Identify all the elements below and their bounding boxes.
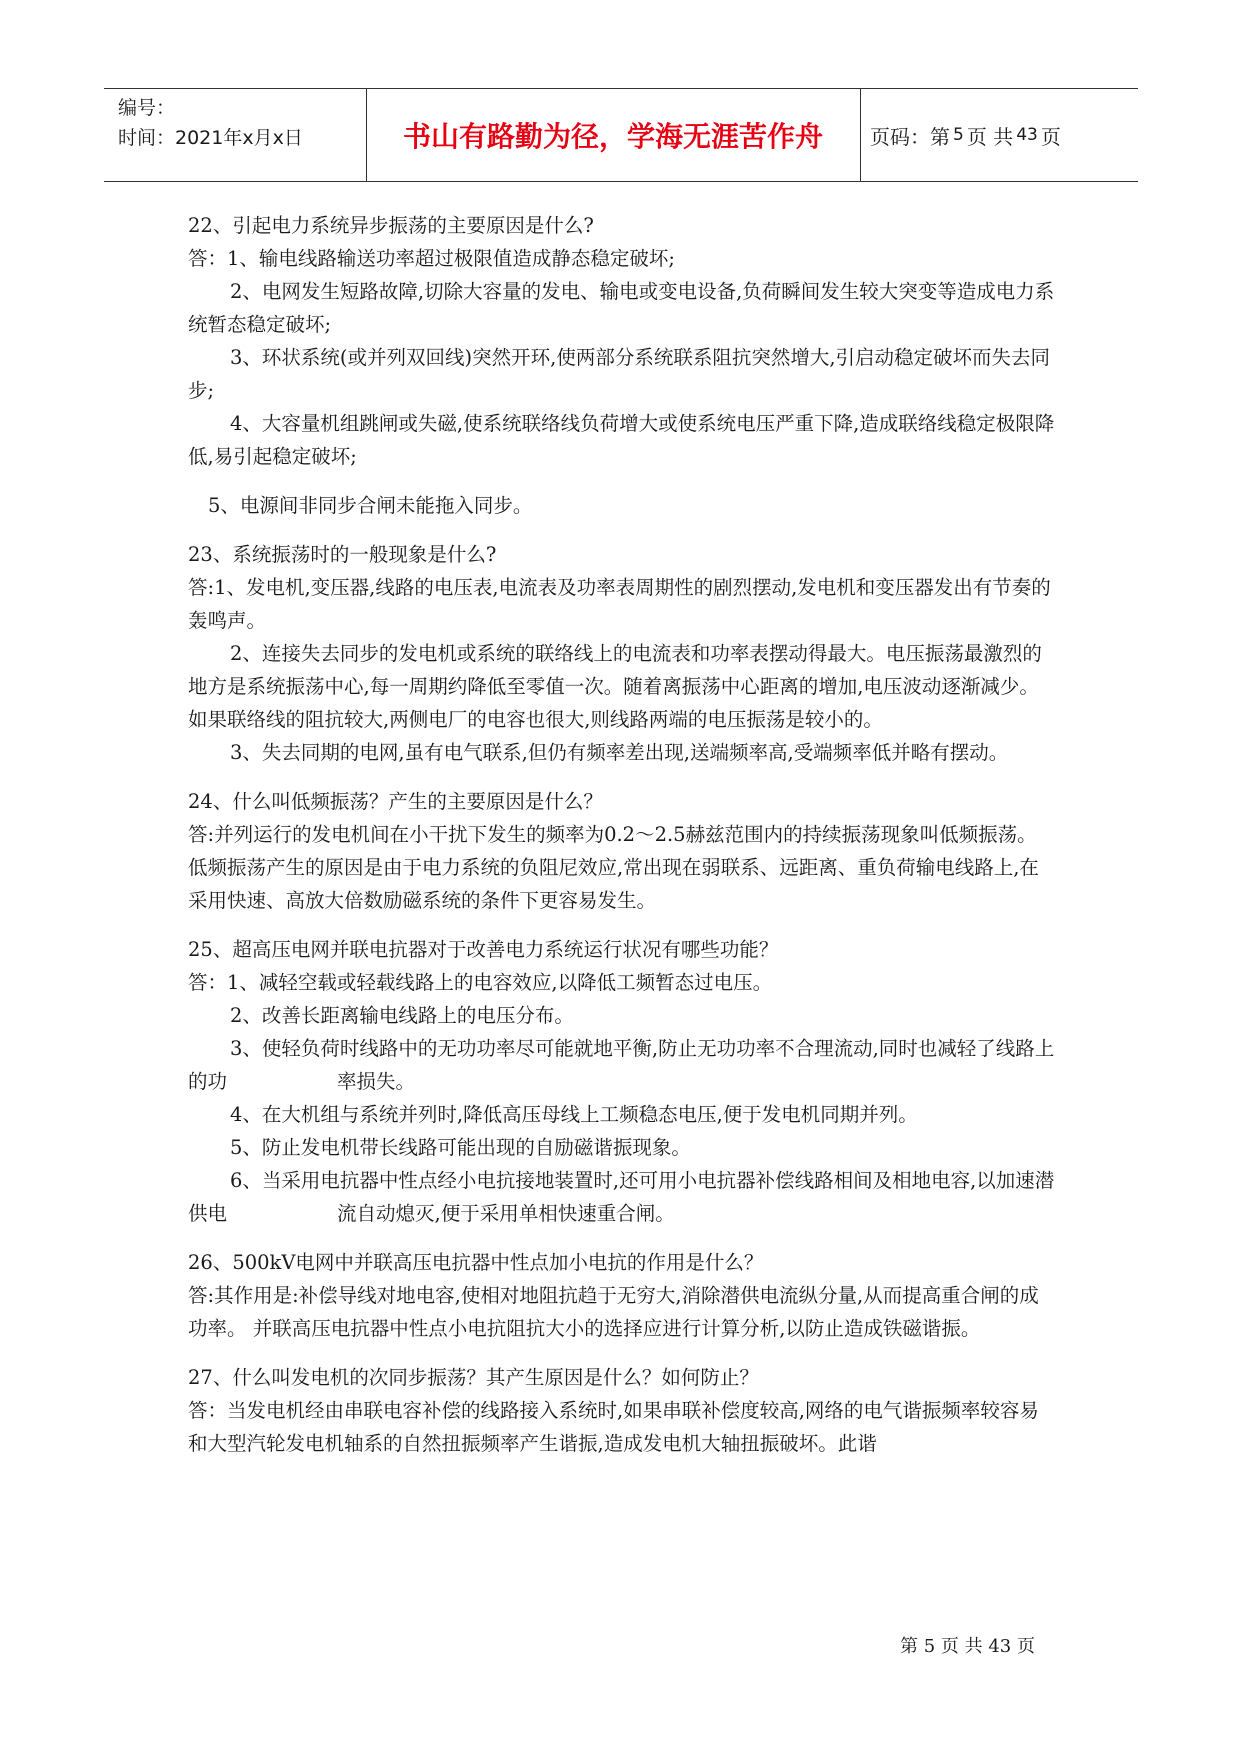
- question-23: 23、系统振荡时的一般现象是什么?: [188, 543, 497, 566]
- header-motto: 书山有路勤为径，学海无涯苦作舟: [402, 120, 823, 153]
- answer-line: 2、连接失去同步的发电机或系统的联络线上的电流表和功率表摆动得最大。电压振荡最激烈的地方是系统振荡中心,每一周期约降低至零值一次。随着离振荡中心距离的增加,电压波动逐渐减少。如果联络线的阻抗较大,两侧电厂的电容也很大,则线路两端的电压振荡是较小的。: [188, 642, 1042, 731]
- answer-line: 低频振荡产生的原因是由于电力系统的负阻尼效应,常出现在弱联系、远距离、重负荷输电线路上,在采用快速、高放大倍数励磁系统的条件下更容易发生。: [188, 856, 1039, 912]
- page-footer: 第 5 页 共 43 页: [900, 1636, 1035, 1657]
- spacer: [188, 522, 1058, 538]
- page-suffix: 页: [1040, 124, 1061, 149]
- page-total: 43: [1016, 125, 1038, 145]
- document-body: [188, 209, 1058, 1460]
- spacer: [188, 1345, 1058, 1361]
- document-header: [104, 88, 1138, 182]
- answer-line: 4、大容量机组跳闸或失磁,使系统联络线负荷增大或使系统电压严重下降,造成联络线稳定极限降低,易引起稳定破坏;: [188, 412, 1055, 468]
- question-26: 26、500kV电网中并联高压电抗器中性点加小电抗的作用是什么？: [188, 1251, 764, 1274]
- answer-line: 答:并列运行的发电机间在小干扰下发生的频率为0.2～2.5赫兹范围内的持续振荡现象叫低频振荡。: [188, 823, 1037, 846]
- answer-line: 3、环状系统(或并列双回线)突然开环,使两部分系统联系阻抗突然增大,引启动稳定破坏而失去同步;: [188, 346, 1051, 402]
- answer-line: 5、电源间非同步合闸未能拖入同步。: [208, 494, 533, 517]
- answer-line: 4、在大机组与系统并列时,降低高压母线上工频稳态电压,便于发电机同期并列。: [230, 1103, 918, 1126]
- time-label: 时间：2021年x月x日: [118, 127, 303, 149]
- answer-line: 2、电网发生短路故障,切除大容量的发电、输电或变电设备,负荷瞬间发生较大突变等造成电力系统暂态稳定破坏;: [188, 280, 1055, 336]
- question-25: 25、超高压电网并联电抗器对于改善电力系统运行状况有哪些功能？: [188, 938, 779, 961]
- number-label: 编号：: [118, 97, 176, 119]
- spacer: [188, 769, 1058, 785]
- answer-part: 流自动熄灭,便于采用单相快速重合闸。: [337, 1202, 675, 1225]
- answer-line: 答:1、发电机,变压器,线路的电压表,电流表及功率表周期性的剧烈摆动,发电机和变压器发出有节奏的轰鸣声。: [188, 576, 1051, 632]
- answer-line: 3、失去同期的电网,虽有电气联系,但仍有频率差出现,送端频率高,受端频率低并略有摆动。: [230, 741, 1009, 764]
- page-number: 5: [953, 125, 964, 145]
- spacer: [188, 917, 1058, 933]
- spacer: [188, 1230, 1058, 1246]
- question-24: 24、什么叫低频振荡？产生的主要原因是什么？: [188, 790, 603, 813]
- header-divider: [366, 89, 367, 181]
- page-prefix: 页码：第: [870, 124, 950, 149]
- answer-line: 答：当发电机经由串联电容补偿的线路接入系统时,如果串联补偿度较高,网络的电气谐振频率较容易和大型汽轮发电机轴系的自然扭振频率产生谐振,造成发电机大轴扭振破坏。此谐: [188, 1399, 1039, 1455]
- question-27: 27、什么叫发电机的次同步振荡？其产生原因是什么？如何防止？: [188, 1366, 759, 1389]
- answer-line: 答：1、输电线路输送功率超过极限值造成静态稳定破坏;: [188, 247, 675, 270]
- answer-line: 答:其作用是:补偿导线对地电容,使相对地阻抗趋于无穷大,消除潜供电流纵分量,从而提高重合闸的成功率。 并联高压电抗器中性点小电抗阻抗大小的选择应进行计算分析,以防止造成铁磁谐振。: [188, 1284, 1039, 1340]
- answer-part: 6、当采用电抗器中性点经小电抗接地装置时,还可用小电抗器补偿线路相间及相地电容,以加速潜供电: [188, 1169, 1055, 1225]
- answer-line: [188, 1032, 1058, 1098]
- answer-part: 率损失。: [337, 1070, 416, 1093]
- page-mid: 页 共: [966, 124, 1014, 149]
- answer-line: [188, 1164, 1058, 1230]
- answer-part: 3、使轻负荷时线路中的无功功率尽可能就地平衡,防止无功功率不合理流动,同时也减轻了线路上的功: [188, 1037, 1055, 1093]
- header-meta: [118, 93, 303, 153]
- header-page-info: [870, 89, 1061, 181]
- answer-line: 5、防止发电机带长线路可能出现的自励磁谐振现象。: [230, 1136, 691, 1159]
- question-22: 22、引起电力系统异步振荡的主要原因是什么?: [188, 214, 594, 237]
- answer-line: 2、改善长距离输电线路上的电压分布。: [230, 1004, 574, 1027]
- answer-line: 答：1、减轻空载或轻载线路上的电容效应,以降低工频暂态过电压。: [188, 971, 773, 994]
- spacer: [188, 473, 1058, 489]
- header-divider: [860, 89, 861, 181]
